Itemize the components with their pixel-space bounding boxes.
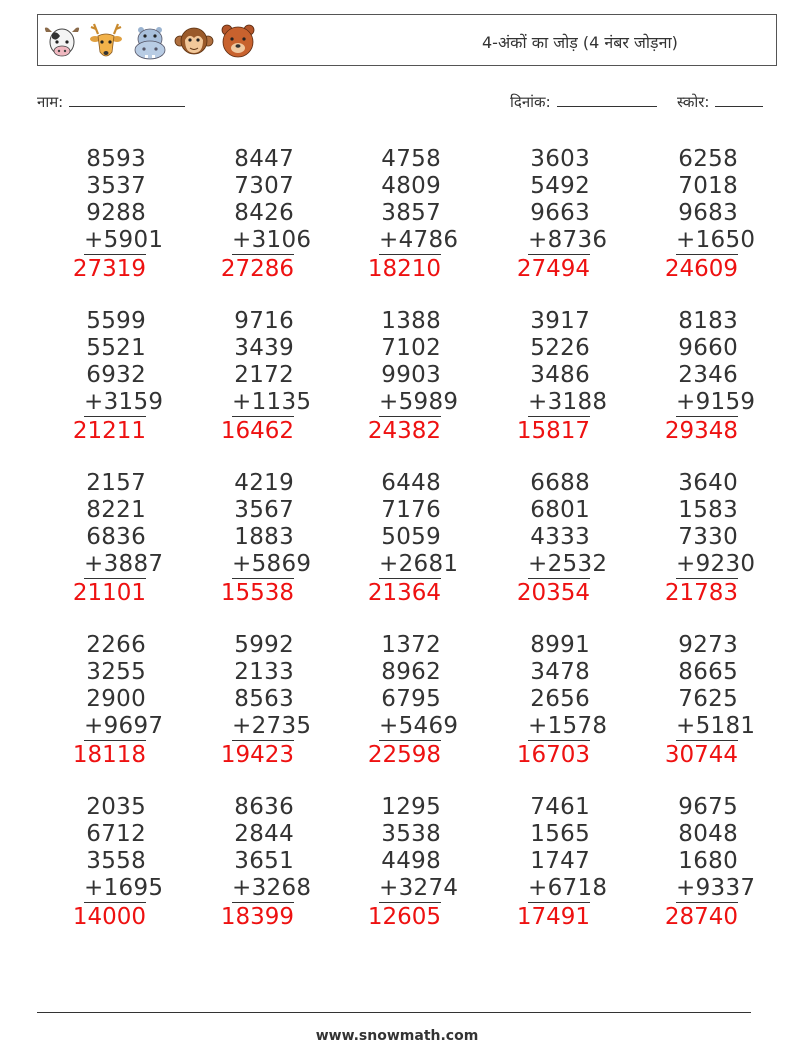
date-field	[510, 92, 657, 112]
addend: 2900	[86, 686, 146, 712]
addition-problem	[480, 146, 608, 283]
header-box	[37, 14, 777, 66]
addition-problem	[331, 470, 459, 607]
addend: 3857	[381, 200, 441, 226]
addend: 3603	[530, 146, 590, 172]
date-label: दिनांक:	[510, 93, 551, 111]
addend: 4498	[381, 848, 441, 874]
addend: 6801	[530, 497, 590, 523]
addend-last: +5869	[232, 551, 312, 577]
answer: 22598	[367, 742, 441, 768]
addend-last: +5181	[676, 713, 756, 739]
date-blank[interactable]	[557, 92, 657, 107]
answer: 16703	[516, 742, 590, 768]
addend-last: +6718	[528, 875, 608, 901]
footer-site: www.snowmath.com	[315, 1028, 479, 1044]
addend-last: +3159	[84, 389, 164, 415]
addend: 5521	[86, 335, 146, 361]
addend: 1747	[530, 848, 590, 874]
answer: 27494	[516, 256, 590, 282]
addend-last: +9159	[676, 389, 756, 415]
hippo-icon	[130, 20, 170, 62]
addend: 8991	[530, 632, 590, 658]
addition-problem	[36, 632, 164, 769]
addend-last: +2735	[232, 713, 312, 739]
addend: 3537	[86, 173, 146, 199]
name-blank[interactable]	[69, 92, 185, 107]
answer: 21364	[367, 580, 441, 606]
answer: 18399	[220, 904, 294, 930]
answer: 12605	[367, 904, 441, 930]
answer: 27319	[72, 256, 146, 282]
addend: 1565	[530, 821, 590, 847]
addend: 4333	[530, 524, 590, 550]
addend-last: +1578	[528, 713, 608, 739]
addend-last: +3188	[528, 389, 608, 415]
addend: 1388	[381, 308, 441, 334]
addend: 7307	[234, 173, 294, 199]
addend: 7176	[381, 497, 441, 523]
answer: 16462	[220, 418, 294, 444]
addend: 3478	[530, 659, 590, 685]
addition-problem	[184, 146, 312, 283]
name-label: नाम:	[37, 93, 64, 111]
animal-icons	[42, 20, 258, 62]
addend: 8221	[86, 497, 146, 523]
addend: 5059	[381, 524, 441, 550]
addend: 8962	[381, 659, 441, 685]
addend: 2346	[678, 362, 738, 388]
addend: 3439	[234, 335, 294, 361]
addend: 4219	[234, 470, 294, 496]
addend: 3640	[678, 470, 738, 496]
addend: 3538	[381, 821, 441, 847]
addend-last: +3106	[232, 227, 312, 253]
answer: 17491	[516, 904, 590, 930]
addend: 7461	[530, 794, 590, 820]
addend: 9273	[678, 632, 738, 658]
score-label: स्कोर:	[677, 93, 710, 111]
addend: 7330	[678, 524, 738, 550]
addend: 5492	[530, 173, 590, 199]
answer: 29348	[664, 418, 738, 444]
addend: 9903	[381, 362, 441, 388]
answer: 14000	[72, 904, 146, 930]
addend: 9716	[234, 308, 294, 334]
answer: 28740	[664, 904, 738, 930]
addition-problem	[628, 470, 756, 607]
answer: 20354	[516, 580, 590, 606]
addend: 8447	[234, 146, 294, 172]
name-field	[37, 92, 185, 112]
answer: 21211	[72, 418, 146, 444]
addend: 8183	[678, 308, 738, 334]
addend-last: +5469	[379, 713, 459, 739]
addend: 6795	[381, 686, 441, 712]
addition-problem	[480, 470, 608, 607]
addend: 9663	[530, 200, 590, 226]
addend: 6932	[86, 362, 146, 388]
addend: 8665	[678, 659, 738, 685]
addend: 7018	[678, 173, 738, 199]
addend: 3917	[530, 308, 590, 334]
addend: 4758	[381, 146, 441, 172]
answer: 24382	[367, 418, 441, 444]
addend: 8593	[86, 146, 146, 172]
addend: 1680	[678, 848, 738, 874]
addend: 9683	[678, 200, 738, 226]
addition-problem	[36, 308, 164, 445]
addend: 2844	[234, 821, 294, 847]
addend: 5992	[234, 632, 294, 658]
addend: 2157	[86, 470, 146, 496]
addend: 8563	[234, 686, 294, 712]
addition-problem	[331, 308, 459, 445]
addend-last: +1650	[676, 227, 756, 253]
deer-icon	[86, 20, 126, 62]
answer: 30744	[664, 742, 738, 768]
cow-icon	[42, 20, 82, 62]
addition-problem	[628, 794, 756, 931]
addition-problem	[480, 794, 608, 931]
addend: 1372	[381, 632, 441, 658]
addend: 8636	[234, 794, 294, 820]
addend-last: +9337	[676, 875, 756, 901]
addition-problem	[628, 632, 756, 769]
answer: 21101	[72, 580, 146, 606]
addend: 2266	[86, 632, 146, 658]
addend: 2172	[234, 362, 294, 388]
addition-problem	[184, 794, 312, 931]
addition-problem	[331, 632, 459, 769]
addend-last: +2681	[379, 551, 459, 577]
addend: 1883	[234, 524, 294, 550]
addition-problem	[36, 470, 164, 607]
addend-last: +9230	[676, 551, 756, 577]
addend-last: +5901	[84, 227, 164, 253]
addend: 5226	[530, 335, 590, 361]
addition-problem	[628, 146, 756, 283]
addition-problem	[331, 146, 459, 283]
addend: 9660	[678, 335, 738, 361]
addend-last: +5989	[379, 389, 459, 415]
addend-last: +4786	[379, 227, 459, 253]
answer: 15817	[516, 418, 590, 444]
monkey-icon	[174, 20, 214, 62]
addend-last: +3268	[232, 875, 312, 901]
addend: 8048	[678, 821, 738, 847]
answer: 15538	[220, 580, 294, 606]
addend: 3651	[234, 848, 294, 874]
addend-last: +3274	[379, 875, 459, 901]
addend: 8426	[234, 200, 294, 226]
addend: 6258	[678, 146, 738, 172]
addend: 2656	[530, 686, 590, 712]
page-title: 4-अंकों का जोड़ (4 नंबर जोड़ना)	[482, 33, 678, 52]
addend-last: +1695	[84, 875, 164, 901]
answer: 27286	[220, 256, 294, 282]
addition-problem	[480, 308, 608, 445]
addend: 3486	[530, 362, 590, 388]
addend: 7102	[381, 335, 441, 361]
addend: 6688	[530, 470, 590, 496]
addend: 6836	[86, 524, 146, 550]
footer-divider	[37, 1012, 751, 1013]
addend: 3255	[86, 659, 146, 685]
bear-icon	[218, 20, 258, 62]
addend: 7625	[678, 686, 738, 712]
addend: 4809	[381, 173, 441, 199]
addend: 5599	[86, 308, 146, 334]
score-blank[interactable]	[715, 92, 763, 107]
addend: 2035	[86, 794, 146, 820]
addend: 3558	[86, 848, 146, 874]
addend: 3567	[234, 497, 294, 523]
addend-last: +1135	[232, 389, 312, 415]
addend: 9675	[678, 794, 738, 820]
addend: 1583	[678, 497, 738, 523]
score-field	[677, 92, 763, 112]
addend: 1295	[381, 794, 441, 820]
addend: 2133	[234, 659, 294, 685]
addition-problem	[628, 308, 756, 445]
addition-problem	[36, 146, 164, 283]
addition-problem	[331, 794, 459, 931]
addend-last: +3887	[84, 551, 164, 577]
addend-last: +8736	[528, 227, 608, 253]
addition-problem	[184, 308, 312, 445]
answer: 18210	[367, 256, 441, 282]
addition-problem	[480, 632, 608, 769]
addend: 9288	[86, 200, 146, 226]
answer: 21783	[664, 580, 738, 606]
addend-last: +9697	[84, 713, 164, 739]
answer: 24609	[664, 256, 738, 282]
addition-problem	[184, 470, 312, 607]
answer: 18118	[72, 742, 146, 768]
addend: 6712	[86, 821, 146, 847]
addition-problem	[184, 632, 312, 769]
answer: 19423	[220, 742, 294, 768]
addition-problem	[36, 794, 164, 931]
addend-last: +2532	[528, 551, 608, 577]
addend: 6448	[381, 470, 441, 496]
